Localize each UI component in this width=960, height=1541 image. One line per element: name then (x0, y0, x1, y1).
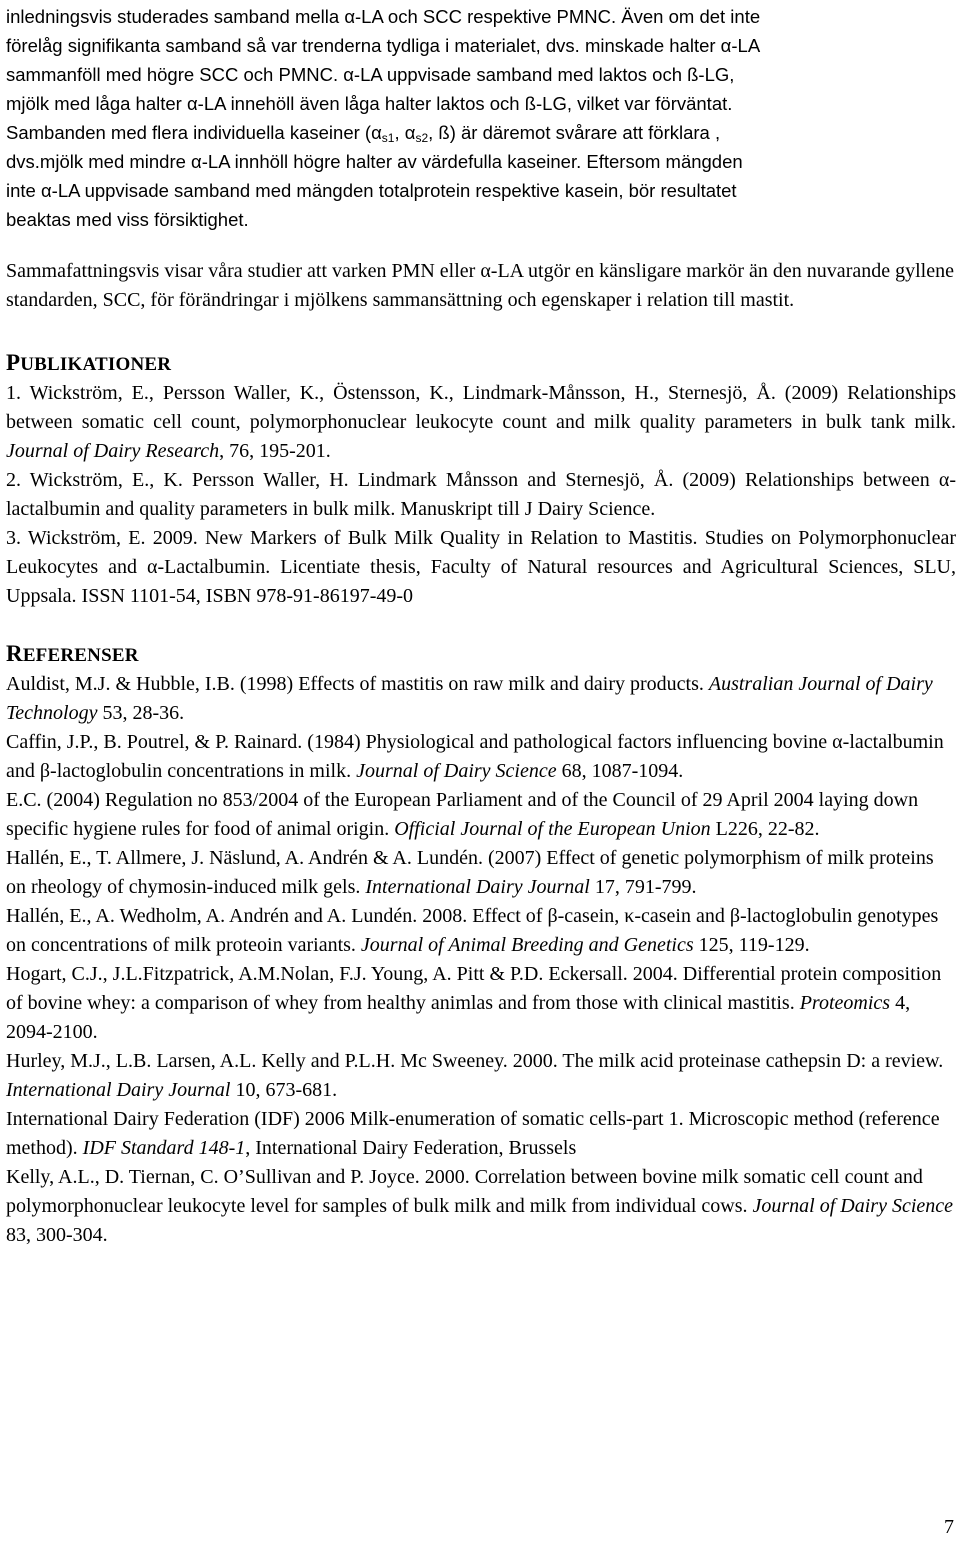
reference-item: Hallén, E., T. Allmere, J. Näslund, A. Andrén & A. Lundén. (2007) Effect of genetic polymorphism of milk proteins on rheology of chymosin-induced milk gels. International Dairy Journal 17, 791-799. (6, 847, 934, 898)
publications-list (6, 379, 956, 611)
references-list (6, 670, 956, 1250)
subscript: s2 (415, 131, 429, 145)
text-segment: Sambanden med flera individuella kaseiner (α (6, 122, 382, 143)
publication-item: 3. Wickström, E. 2009. New Markers of Bulk Milk Quality in Relation to Mastitis. Studies on Polymorphonuclear Leukocytes and α-Lactalbumin. Licentiate thesis, Faculty of Natural resources and Agricultural Sciences, SLU, Uppsala. ISSN 1101-54, ISBN 978-91-86197-49-0 (6, 527, 956, 607)
journal-title: International Dairy Journal (365, 876, 590, 898)
summary-paragraph: Sammafattningsvis visar våra studier att varken PMN eller α-LA utgör en känsligare markör än den nuvarande gyllene standarden, SCC, för förändringar i mjölkens sammansättning och egenskaper i relation till mastit. (6, 260, 954, 311)
journal-title: Proteomics (799, 992, 891, 1014)
text-line (6, 147, 956, 176)
journal-title: International Dairy Journal (6, 1079, 231, 1101)
spacer (6, 611, 956, 639)
text-line: beaktas med viss försiktighet. (6, 209, 249, 230)
reference-item: Kelly, A.L., D. Tiernan, C. O’Sullivan and P. Joyce. 2000. Correlation between bovine milk somatic cell count and polymorphonuclear leukocyte level for samples of bulk milk and milk from individual cows. Journal of Dairy Science 83, 300-304. (6, 1166, 954, 1246)
reference-item: Hurley, M.J., L.B. Larsen, A.L. Kelly and P.L.H. Mc Sweeney. 2000. The milk acid proteinase cathepsin D: a review. International Dairy Journal 10, 673-681. (6, 1050, 944, 1101)
document-page (6, 2, 956, 1250)
text-line: inledningsvis studerades samband mella α-LA och SCC respektive PMNC. Även om det inte (6, 6, 761, 27)
reference-item: Hallén, E., A. Wedholm, A. Andrén and A. Lundén. 2008. Effect of β-casein, κ-casein and β-lactoglobulin genotypes on concentrations of milk proteoin variants. Journal of Animal Breeding and Genetics 125, 119-129. (6, 905, 939, 956)
reference-item: E.C. (2004) Regulation no 853/2004 of the European Parliament and of the Council of 29 April 2004 laying down specific hygiene rules for food of animal origin. Official Journal of the European Union L226, 22-82. (6, 789, 919, 840)
references-heading: REFERENSER (6, 641, 139, 666)
reference-item: Hogart, C.J., J.L.Fitzpatrick, A.M.Nolan, F.J. Young, A. Pitt & P.D. Eckersall. 2004. Differential protein composition of bovine whey: a comparison of whey from healthy animlas and from those with clinical mastitis. Proteomics 4, 2094-2100. (6, 963, 942, 1043)
text-line: sammanföll med högre SCC och PMNC. α-LA uppvisade samband med laktos och ß-LG, (6, 64, 735, 85)
journal-title: IDF Standard 148-1 (82, 1137, 246, 1159)
reference-item: Auldist, M.J. & Hubble, I.B. (1998) Effects of mastitis on raw milk and dairy products. Australian Journal of Dairy Technology 53, 28-36. (6, 673, 933, 724)
spacer (6, 315, 956, 348)
publication-item: 1. Wickström, E., Persson Waller, K., Östensson, K., Lindmark-Månsson, H., Sternesjö, Å. (2009) Relationships between somatic cell count, polymorphonuclear leukocyte count and milk quality parameters in bulk tank milk. Journal of Dairy Research, 76, 195-201. (6, 382, 956, 462)
publication-item: 2. Wickström, E., K. Persson Waller, H. Lindmark Månsson and Sternesjö, Å. (2009) Relationships between α-lactalbumin and quality parameters in bulk milk. Manuskript till J Dairy Science. (6, 469, 956, 520)
reference-item: International Dairy Federation (IDF) 2006 Milk-enumeration of somatic cells-part 1. Microscopic method (reference method). IDF Standard 148-1, International Dairy Federation, Brussels (6, 1108, 940, 1159)
journal-title: Official Journal of the European Union (394, 818, 711, 840)
journal-title: Journal of Dairy Science (356, 760, 557, 782)
subscript: s1 (381, 131, 395, 145)
journal-title: Australian Journal of Dairy Technology (6, 673, 933, 724)
journal-title: Journal of Animal Breeding and Genetics (360, 934, 694, 956)
text-line (6, 118, 956, 147)
discussion-paragraph (6, 2, 956, 234)
text-segment: dvs.mjölk med mindre α-LA innhöll högre halter av värdefulla kaseiner. (6, 151, 582, 172)
text-line: mjölk med låga halter α-LA innehöll även låga halter laktos och ß-LG, vilket var förväntat. (6, 93, 733, 114)
spacer (6, 234, 956, 257)
text-segment: , α (394, 122, 416, 143)
text-segment: , ß) är däremot svårare att förklara , (428, 122, 721, 143)
publications-heading: PUBLIKATIONER (6, 350, 172, 375)
reference-item: Caffin, J.P., B. Poutrel, & P. Rainard. (1984) Physiological and pathological factors influencing bovine α-lactalbumin and β-lactoglobulin concentrations in milk. Journal of Dairy Science 68, 1087-1094. (6, 731, 944, 782)
page-number: 7 (944, 1516, 954, 1538)
journal-title: Journal of Dairy Science (752, 1195, 954, 1217)
text-line: förelåg signifikanta samband så var trenderna tydliga i materialet, dvs. minskade halter α-LA (6, 35, 761, 56)
journal-title: Journal of Dairy Research (6, 440, 220, 462)
text-segment: Eftersom mängden (581, 151, 743, 172)
text-line: inte α-LA uppvisade samband med mängden totalprotein respektive kasein, bör resultatet (6, 180, 737, 201)
